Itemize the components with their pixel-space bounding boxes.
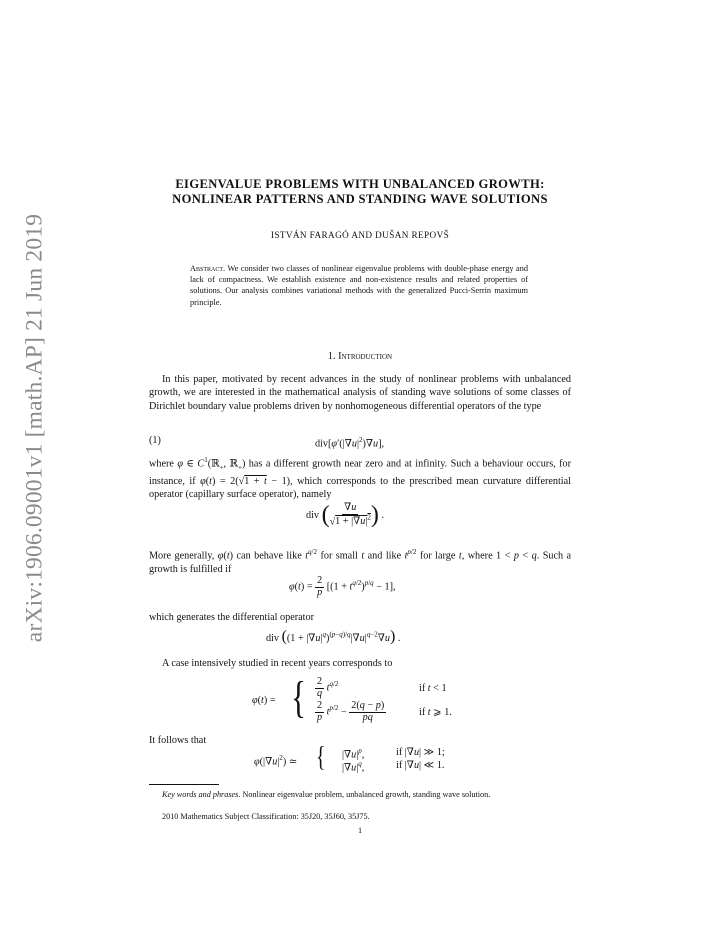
p3c: for small — [320, 550, 358, 562]
abstract-label: Abstract. — [190, 264, 226, 273]
page-number: 1 — [357, 826, 363, 835]
case-if-2: if — [419, 707, 426, 718]
para2-tail: which corresponds to the prescribed mean curvature differential operator (capillary surface operator), namely — [149, 475, 571, 501]
intro-paragraph-1: In this paper, motivated by recent advances in the study of nonlinear problems with unbalanced growth, we are interested in the mathematical analysis of standing wave solutions of some classes of Dirichlet boundary value problems driven by nonhomogeneous differential operators of the type — [149, 374, 571, 412]
section-heading — [0, 351, 720, 362]
footnote-keywords — [149, 790, 571, 801]
keywords-text: Nonlinear eigenvalue problem, unbalanced growth, standing wave solution. — [242, 790, 491, 799]
authors: ISTVÁN FARAGÓ AND DUŠAN REPOVŠ — [270, 230, 450, 240]
p3f: where — [467, 550, 493, 562]
equation-1-label: (1) — [149, 435, 161, 446]
arxiv-stamp-text: arXiv:1906.09001v1 [math.AP] 21 Jun 2019 — [21, 213, 48, 643]
abstract-text: We consider two classes of nonlinear eigenvalue problems with double-phase energy and lack of compactness. We establish existence and non-existence results and related properties of solutions. Our analysis combines variational methods with the generalized Pucci-Serrin maximum principle. — [190, 264, 528, 307]
paper-title-line-2: NONLINEAR PATTERNS AND STANDING WAVE SOLUTIONS — [172, 192, 548, 206]
arxiv-stamp — [18, 212, 52, 644]
intro-paragraph-2: where φ ∈ $C^1(ℝ_+$, ℝ$_+$) has a different growth near zero and at infinity. Such a behaviour occurs, for instance, if φ(t) = 2(√1 + t − 1), which corresponds to the prescribed mean curvature differential operator (capillary surface operator), namely — [149, 456, 572, 501]
footnote-rule — [149, 784, 219, 785]
keywords-label: Key words and phrases. — [162, 790, 241, 799]
section-number: 1. — [327, 351, 336, 362]
para2-text: has a different growth near zero and at infinity. Such a behaviour occurs, for instance, if — [149, 458, 572, 487]
phi-definition-1: φ(t) = $\frac{2}{p}$ $[(1 + t^{q/2})^{p/q} - 1]$, — [289, 575, 396, 598]
phi-cases: φ(t) = { $\frac{2}{q}$ $t^{q/2}$ if t < 1 $\frac{2}{p}$ $t^{p/2}$ − $\frac{2(q - p)}{pq}$ if t ⩾ 1. — [252, 673, 452, 723]
equation-1-row — [149, 434, 571, 450]
paper-title-line-1: EIGENVALUE PROBLEMS WITH UNBALANCED GROWTH: — [175, 177, 545, 191]
section-title: Introduction — [338, 351, 393, 362]
p3b: can behave like — [236, 550, 302, 562]
intro-paragraph-3: More generally, φ(t) can behave like $t^{q/2}$ for small t and like $t^{p/2}$ for large t, where 1 < p < q. Such a growth is fulfilled if — [149, 548, 572, 575]
intro-paragraph-6: It follows that — [149, 735, 207, 746]
case-if-1: if — [419, 683, 426, 694]
footnote-msc: 2010 Mathematics Subject Classification: 35J20, 35J60, 35J75. — [162, 812, 370, 821]
equation-1: $div[\varphi'(|\nabla u|^2)\nabla u]$, — [315, 436, 385, 450]
mean-curvature-operator: div ( $\frac{\nabla u}{√1 + |\nabla u|^2}$ ) . — [306, 502, 384, 528]
intro-paragraph-5: A case intensively studied in recent years corresponds to — [162, 658, 393, 669]
p3a: More generally, — [149, 550, 215, 562]
phi-asymptotics: $\varphi(|\nabla u|^2)$ ≃ { $|\nabla u|^p$, if |∇u| ≫ 1; $|\nabla u|^q$, if |∇u| ≪ 1. — [254, 742, 445, 774]
where-word: where — [149, 458, 174, 470]
double-phase-operator: div $((1 + |\nabla u|^q)^{(p-q)/q}|\nabla u|^{q-2}\nabla u)$ . — [266, 628, 401, 645]
intro-paragraph-4: which generates the differential operator — [149, 612, 314, 623]
p3g: Such a growth is fulfilled if — [149, 550, 572, 575]
p3e: for large — [419, 550, 456, 562]
abstract — [190, 263, 528, 308]
p3d: and like — [367, 550, 402, 562]
